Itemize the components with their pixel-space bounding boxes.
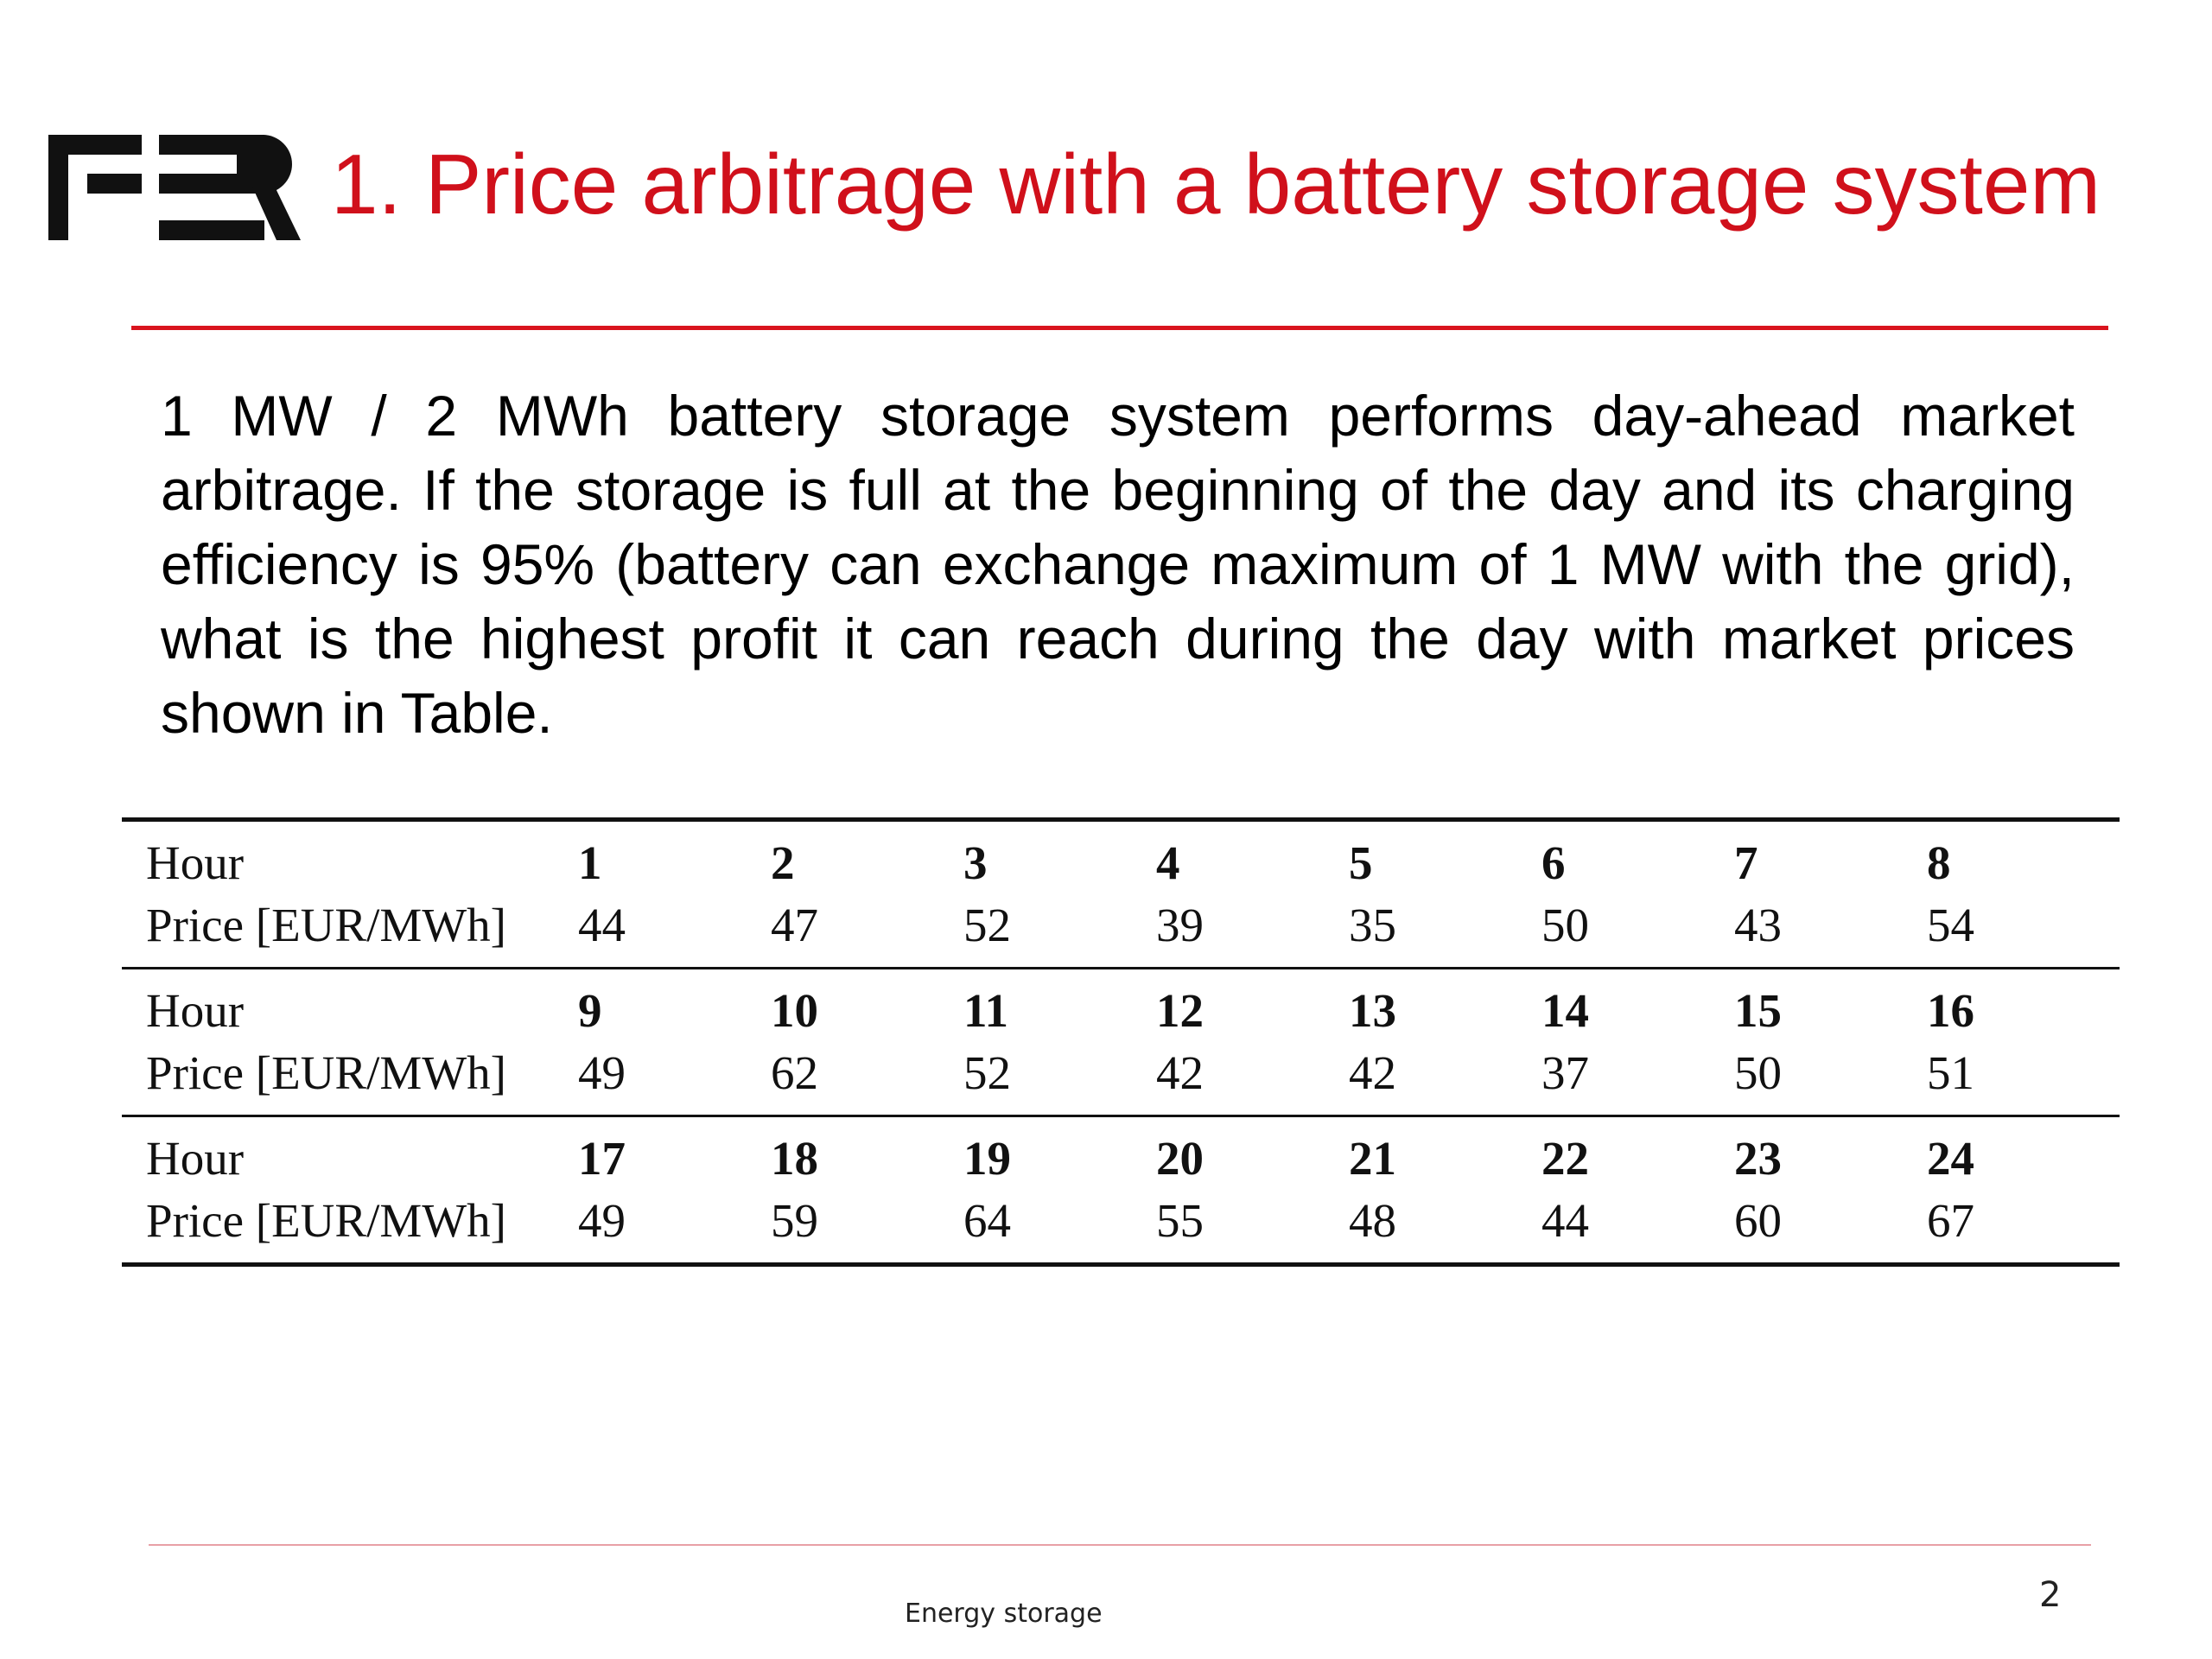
price-cell: 54 bbox=[1927, 899, 1974, 951]
price-cell: 37 bbox=[1541, 1046, 1589, 1099]
price-cell: 64 bbox=[963, 1194, 1011, 1247]
table-block-1 bbox=[122, 820, 2120, 969]
price-cell: 42 bbox=[1349, 1046, 1396, 1099]
hour-row bbox=[122, 1116, 2120, 1191]
hour-cell: 5 bbox=[1349, 836, 1373, 889]
price-cell: 50 bbox=[1541, 899, 1589, 951]
price-label: Price [EUR/MWh] bbox=[146, 899, 506, 951]
hour-cell: 8 bbox=[1927, 836, 1951, 889]
hour-cell: 16 bbox=[1927, 984, 1974, 1037]
price-cell: 44 bbox=[578, 899, 626, 951]
hour-cell: 10 bbox=[771, 984, 818, 1037]
price-row bbox=[122, 1042, 2120, 1116]
hour-cell: 11 bbox=[963, 984, 1008, 1037]
price-cell: 43 bbox=[1734, 899, 1782, 951]
hour-label: Hour bbox=[146, 836, 245, 889]
price-cell: 44 bbox=[1541, 1194, 1589, 1247]
hour-cell: 13 bbox=[1349, 984, 1396, 1037]
title-divider bbox=[131, 326, 2108, 330]
hour-cell: 7 bbox=[1734, 836, 1758, 889]
hour-cell: 20 bbox=[1156, 1132, 1204, 1185]
hour-cell: 14 bbox=[1541, 984, 1589, 1037]
price-cell: 55 bbox=[1156, 1194, 1204, 1247]
price-cell: 42 bbox=[1156, 1046, 1204, 1099]
table-block-2 bbox=[122, 969, 2120, 1116]
hour-label: Hour bbox=[146, 1132, 245, 1185]
price-cell: 39 bbox=[1156, 899, 1204, 951]
hour-cell: 15 bbox=[1734, 984, 1782, 1037]
table-block-3 bbox=[122, 1116, 2120, 1265]
page-number: 2 bbox=[2039, 1575, 2062, 1615]
hour-cell: 24 bbox=[1927, 1132, 1974, 1185]
fer-logo bbox=[48, 135, 301, 240]
price-table bbox=[122, 817, 2120, 1267]
hour-cell: 9 bbox=[578, 984, 602, 1037]
hour-cell: 1 bbox=[578, 836, 602, 889]
hour-cell: 17 bbox=[578, 1132, 626, 1185]
price-cell: 52 bbox=[963, 899, 1011, 951]
price-cell: 49 bbox=[578, 1194, 626, 1247]
price-cell: 47 bbox=[771, 899, 818, 951]
price-cell: 60 bbox=[1734, 1194, 1782, 1247]
price-cell: 50 bbox=[1734, 1046, 1782, 1099]
hour-cell: 18 bbox=[771, 1132, 818, 1185]
footer-text: Energy storage bbox=[905, 1599, 1103, 1629]
hour-cell: 19 bbox=[963, 1132, 1011, 1185]
footer-divider bbox=[149, 1544, 2091, 1546]
price-cell: 35 bbox=[1349, 899, 1396, 951]
hour-row bbox=[122, 820, 2120, 895]
slide-title: 1. Price arbitrage with a battery storage system bbox=[331, 137, 2101, 232]
hour-cell: 4 bbox=[1156, 836, 1180, 889]
price-cell: 67 bbox=[1927, 1194, 1974, 1247]
price-cell: 62 bbox=[771, 1046, 818, 1099]
hour-cell: 21 bbox=[1349, 1132, 1396, 1185]
hour-cell: 22 bbox=[1541, 1132, 1589, 1185]
price-label: Price [EUR/MWh] bbox=[146, 1046, 506, 1099]
hour-cell: 3 bbox=[963, 836, 988, 889]
question-text: 1 MW / 2 MWh battery storage system performs day-ahead market arbitrage. If the storage is full at the beginning of the day and its charging efficiency is 95% (battery can exchange maximum of 1 MW with the grid), what is the highest profit it can reach during the day with market prices shown in Table. bbox=[161, 384, 2075, 745]
hour-cell: 12 bbox=[1156, 984, 1204, 1037]
price-cell: 52 bbox=[963, 1046, 1011, 1099]
price-cell: 51 bbox=[1927, 1046, 1974, 1099]
price-cell: 49 bbox=[578, 1046, 626, 1099]
hour-cell: 6 bbox=[1541, 836, 1566, 889]
hour-row bbox=[122, 969, 2120, 1043]
price-label: Price [EUR/MWh] bbox=[146, 1194, 506, 1247]
hour-cell: 2 bbox=[771, 836, 795, 889]
price-row bbox=[122, 1190, 2120, 1265]
price-cell: 48 bbox=[1349, 1194, 1396, 1247]
price-row bbox=[122, 894, 2120, 969]
price-cell: 59 bbox=[771, 1194, 818, 1247]
hour-label: Hour bbox=[146, 984, 245, 1037]
hour-cell: 23 bbox=[1734, 1132, 1782, 1185]
